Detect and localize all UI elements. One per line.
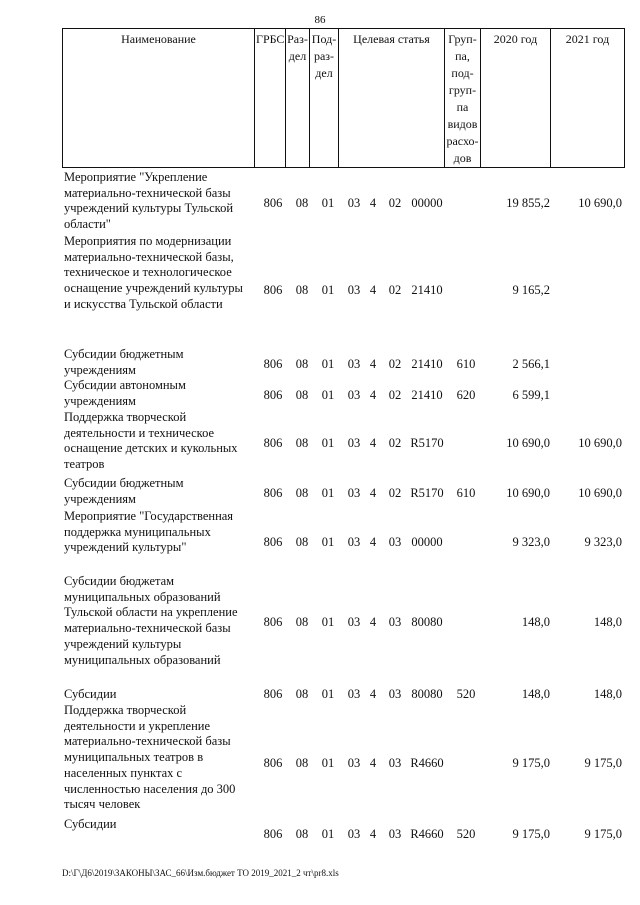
header-line: дел (315, 66, 333, 80)
subprogram-code-cell: 4 (369, 283, 377, 297)
row-name-line: театров (64, 457, 105, 472)
row-name-line: материально-технической базы, (64, 249, 234, 264)
program-code-cell: 03 (347, 283, 361, 297)
subprogram-code-cell: 4 (369, 535, 377, 549)
header-line: па, (455, 49, 470, 63)
row-name-line: Субсидии автономным (64, 378, 186, 392)
row-name (64, 410, 260, 473)
row-name-line: Субсидии бюджетным (64, 347, 184, 361)
row-name-line: Мероприятия по модернизации (64, 234, 232, 248)
row-name-line: оснащение учреждений культуры (64, 281, 243, 296)
amount-2020-cell: 19 855,2 (506, 196, 550, 210)
razdel-cell: 08 (295, 615, 309, 629)
main-event-code-cell: 03 (388, 535, 402, 549)
row-name (64, 509, 260, 556)
row-name (64, 574, 260, 668)
grbs-cell: 806 (263, 283, 283, 297)
direction-code-cell: 00000 (411, 535, 443, 549)
razdel-cell: 08 (295, 486, 309, 500)
razdel-cell: 08 (295, 388, 309, 402)
row-name-line: тысяч человек (64, 797, 141, 812)
row-name-line: муниципальных образований (64, 652, 221, 667)
row-name (64, 347, 260, 378)
row-name (64, 476, 260, 507)
subprogram-code-cell: 4 (369, 615, 377, 629)
razdel-cell: 08 (295, 283, 309, 297)
program-code-cell: 03 (347, 196, 361, 210)
row-name-line: Субсидии (64, 817, 117, 831)
expense-group-cell: 620 (456, 388, 476, 402)
program-code-cell: 03 (347, 827, 361, 841)
subprogram-code-cell: 4 (369, 827, 377, 841)
header-line: Под- (311, 32, 337, 46)
page-number: 86 (314, 14, 326, 26)
subprogram-code-cell: 4 (369, 388, 377, 402)
subprogram-code-cell: 4 (369, 436, 377, 450)
podrazdel-cell: 01 (321, 283, 335, 297)
podrazdel-cell: 01 (321, 436, 335, 450)
grbs-cell: 806 (263, 827, 283, 841)
program-code-cell: 03 (347, 436, 361, 450)
podrazdel-cell: 01 (321, 687, 335, 701)
subprogram-code-cell: 4 (369, 486, 377, 500)
row-name-line: Тульской области на укрепление (64, 605, 238, 620)
row-name-line: Субсидии (64, 687, 117, 701)
row-name (64, 234, 260, 313)
subprogram-code-cell: 4 (369, 687, 377, 701)
grbs-cell: 806 (263, 756, 283, 770)
header-line: дов (453, 151, 472, 165)
direction-code-cell: R5170 (410, 486, 444, 500)
amount-2020-cell: 9 175,0 (512, 827, 550, 841)
amount-2020-cell: 10 690,0 (506, 436, 550, 450)
podrazdel-cell: 01 (321, 388, 335, 402)
expense-group-cell: 520 (456, 827, 476, 841)
podrazdel-cell: 01 (321, 196, 335, 210)
main-event-code-cell: 02 (388, 196, 402, 210)
amount-2021-cell: 148,0 (593, 615, 622, 629)
row-name-line: Поддержка творческой (64, 410, 187, 424)
row-name-line: оснащение детских и кукольных (64, 441, 238, 456)
direction-code-cell: 21410 (411, 388, 443, 402)
main-event-code-cell: 02 (388, 357, 402, 371)
subprogram-code-cell: 4 (369, 357, 377, 371)
main-event-code-cell: 03 (388, 687, 402, 701)
amount-2020-cell: 10 690,0 (506, 486, 550, 500)
row-name-line: деятельности и техническое (64, 425, 215, 440)
table-header (62, 28, 625, 168)
row-name-line: Субсидии бюджетам (64, 574, 175, 588)
podrazdel-cell: 01 (321, 486, 335, 500)
row-name (64, 703, 260, 813)
main-event-code-cell: 02 (388, 283, 402, 297)
razdel-cell: 08 (295, 436, 309, 450)
amount-2020-cell: 9 165,2 (512, 283, 550, 297)
grbs-cell: 806 (263, 357, 283, 371)
header-name: Наименование (63, 29, 255, 168)
amount-2021-cell: 9 323,0 (584, 535, 622, 549)
row-name-line: материально-технической базы (64, 185, 231, 200)
program-code-cell: 03 (347, 357, 361, 371)
program-code-cell: 03 (347, 535, 361, 549)
row-name-line: муниципальных образований (64, 589, 221, 604)
header-year-2020: 2020 год (481, 29, 551, 168)
row-name-line: Субсидии бюджетным (64, 476, 184, 490)
direction-code-cell: 80080 (411, 615, 443, 629)
direction-code-cell: 21410 (411, 357, 443, 371)
razdel-cell: 08 (295, 756, 309, 770)
amount-2020-cell: 148,0 (521, 687, 550, 701)
row-name-line: населенных пунктах с (64, 765, 183, 780)
amount-2020-cell: 2 566,1 (512, 357, 550, 371)
row-name-line: Мероприятие "Государственная (64, 509, 234, 523)
program-code-cell: 03 (347, 388, 361, 402)
amount-2021-cell: 9 175,0 (584, 756, 622, 770)
podrazdel-cell: 01 (321, 357, 335, 371)
row-name-line: учреждениям (64, 491, 136, 506)
main-event-code-cell: 02 (388, 436, 402, 450)
row-name-line: учреждениям (64, 362, 136, 377)
header-line: видов (447, 117, 478, 131)
header-line: дел (288, 49, 307, 63)
row-name (64, 687, 260, 703)
main-event-code-cell: 03 (388, 615, 402, 629)
header-line: па (456, 100, 469, 114)
subprogram-code-cell: 4 (369, 756, 377, 770)
grbs-cell: 806 (263, 388, 283, 402)
grbs-cell: 806 (263, 687, 283, 701)
main-event-code-cell: 03 (388, 756, 402, 770)
subprogram-code-cell: 4 (369, 196, 377, 210)
header-line: расхо- (446, 134, 479, 148)
row-name-line: учреждений культуры (64, 636, 182, 651)
row-name-line: и искусства Тульской области (64, 296, 223, 311)
header-target-article: Целевая статья (339, 29, 445, 168)
amount-2020-cell: 148,0 (521, 615, 550, 629)
direction-code-cell: R5170 (410, 436, 444, 450)
amount-2020-cell: 6 599,1 (512, 388, 550, 402)
direction-code-cell: R4660 (410, 756, 444, 770)
razdel-cell: 08 (295, 687, 309, 701)
header-line: раз- (313, 49, 335, 63)
main-event-code-cell: 02 (388, 486, 402, 500)
expense-group-cell: 610 (456, 486, 476, 500)
podrazdel-cell: 01 (321, 756, 335, 770)
header-line: Раз- (287, 32, 308, 46)
row-name-line: области" (64, 217, 111, 232)
header-year-2021: 2021 год (551, 29, 625, 168)
main-event-code-cell: 02 (388, 388, 402, 402)
direction-code-cell: 00000 (411, 196, 443, 210)
header-expense-group (445, 29, 481, 168)
amount-2021-cell: 9 175,0 (584, 827, 622, 841)
row-name-line: поддержка муниципальных (64, 524, 211, 539)
row-name-line: деятельности и укрепление (64, 718, 211, 733)
direction-code-cell: 21410 (411, 283, 443, 297)
row-name-line: Мероприятие "Укрепление (64, 170, 208, 184)
row-name-line: муниципальных театров в (64, 750, 204, 765)
razdel-cell: 08 (295, 827, 309, 841)
grbs-cell: 806 (263, 615, 283, 629)
grbs-cell: 806 (263, 486, 283, 500)
row-name-line: материально-технической базы (64, 621, 231, 636)
podrazdel-cell: 01 (321, 535, 335, 549)
row-name-line: материально-технической базы (64, 734, 231, 749)
row-name (64, 170, 260, 233)
row-name-line: Поддержка творческой (64, 703, 187, 717)
row-name-line: учреждений культуры Тульской (64, 201, 234, 216)
header-line: груп- (448, 83, 477, 97)
program-code-cell: 03 (347, 687, 361, 701)
razdel-cell: 08 (295, 535, 309, 549)
header-podrazdel (310, 29, 339, 168)
razdel-cell: 08 (295, 196, 309, 210)
amount-2020-cell: 9 175,0 (512, 756, 550, 770)
program-code-cell: 03 (347, 756, 361, 770)
amount-2021-cell: 10 690,0 (578, 486, 622, 500)
amount-2021-cell: 148,0 (593, 687, 622, 701)
expense-group-cell: 520 (456, 687, 476, 701)
row-name (64, 378, 260, 409)
amount-2021-cell: 10 690,0 (578, 196, 622, 210)
row-name-line: техническое и технологическое (64, 265, 232, 280)
row-name-line: учреждениям (64, 393, 136, 408)
program-code-cell: 03 (347, 615, 361, 629)
row-name (64, 817, 260, 833)
podrazdel-cell: 01 (321, 615, 335, 629)
file-path-footer: D:\Г\Д6\2019\ЗАКОНЫ\ЗАС_66\Изм.бюджет ТО 2019_2021_2 чт\pr8.xls (62, 868, 339, 878)
grbs-cell: 806 (263, 436, 283, 450)
direction-code-cell: R4660 (410, 827, 444, 841)
row-name-line: учреждений культуры" (64, 540, 187, 555)
header-razdel (286, 29, 310, 168)
program-code-cell: 03 (347, 486, 361, 500)
expense-group-cell: 610 (456, 357, 476, 371)
amount-2020-cell: 9 323,0 (512, 535, 550, 549)
row-name-line: численностью населения до 300 (64, 781, 236, 796)
header-line: Груп- (448, 32, 477, 46)
main-event-code-cell: 03 (388, 827, 402, 841)
grbs-cell: 806 (263, 535, 283, 549)
podrazdel-cell: 01 (321, 827, 335, 841)
grbs-cell: 806 (263, 196, 283, 210)
razdel-cell: 08 (295, 357, 309, 371)
direction-code-cell: 80080 (411, 687, 443, 701)
header-grbs: ГРБС (255, 29, 286, 168)
amount-2021-cell: 10 690,0 (578, 436, 622, 450)
header-line: под- (451, 66, 474, 80)
